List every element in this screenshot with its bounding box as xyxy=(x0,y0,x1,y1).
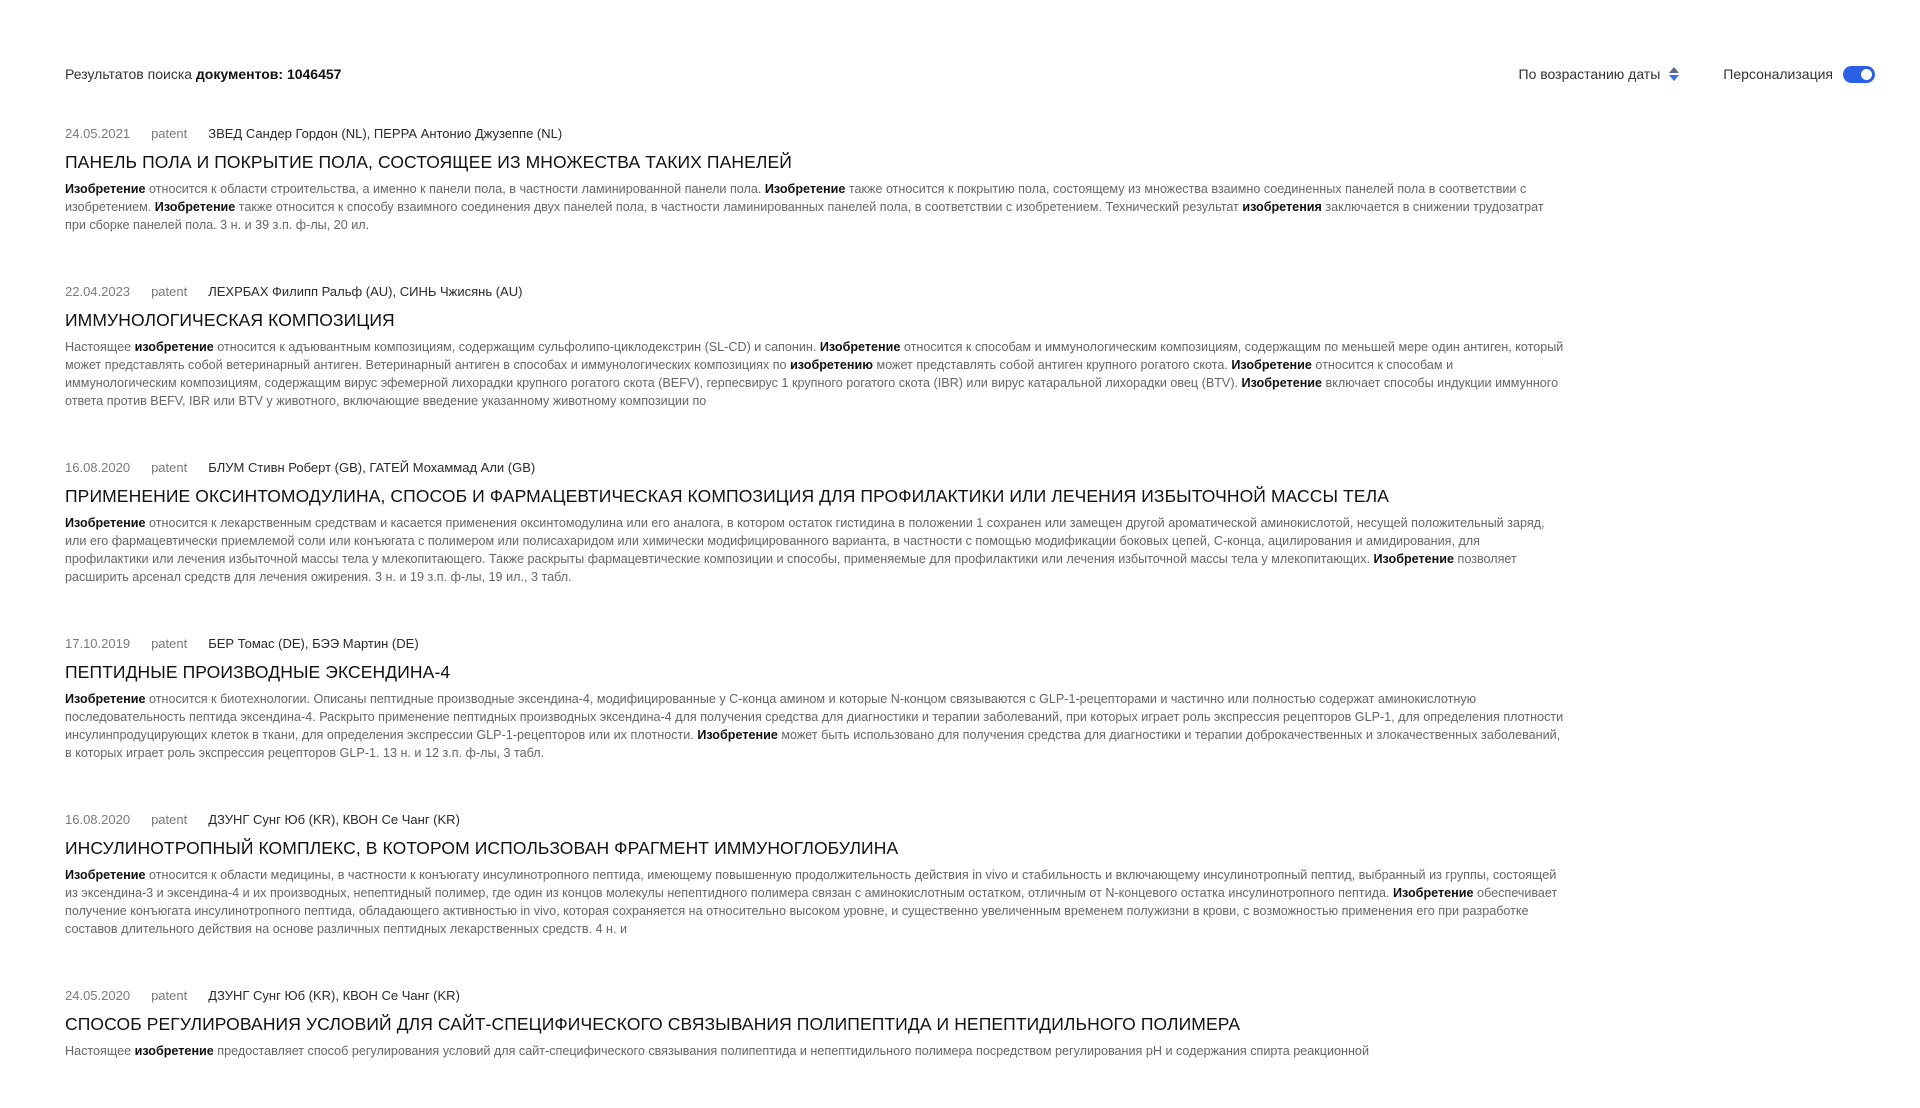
result-authors: ЛЕХРБАХ Филипп Ральф (AU), СИНЬ Чжисянь (AU) xyxy=(208,283,523,299)
result-meta xyxy=(65,810,1565,828)
highlight-term: Изобретение xyxy=(819,340,901,354)
highlight-term: изобретению xyxy=(790,358,874,372)
result-meta xyxy=(65,634,1565,652)
abstract-text: относится к области медицины, в частности к конъюгату инсулинотропного пептида, имеющему повышенную продолжительность действия in vivo и стабильность и включающему инсулинотропный пептид, выбранный из группы, состоящей из эксендина-3 и эксендина-4 и их производных, непептидный полимер, где один из концов молекулы непептидного полимера связан с аминокислотным остатком, отличным от N-концевого остатка инсулинотропного пептида. xyxy=(65,868,1557,900)
highlight-term: Изобретение xyxy=(154,200,236,214)
result-item xyxy=(65,458,1565,586)
highlight-term: Изобретение xyxy=(764,182,846,196)
result-date: 24.05.2020 xyxy=(65,987,131,1003)
highlight-term: изобретения xyxy=(1242,200,1322,214)
abstract-text: включает способы индукции иммунного ответа против BEFV, IBR или BTV у животного, включающие введение указанному животному композиции по xyxy=(65,376,1559,408)
result-type: patent xyxy=(151,459,188,475)
result-authors: БЛУМ Стивн Роберт (GB), ГАТЕЙ Мохаммад Али (GB) xyxy=(208,459,536,475)
sort-label: По возрастанию даты xyxy=(1518,66,1661,82)
result-abstract xyxy=(65,866,1565,938)
result-title-link[interactable]: ИНСУЛИНОТРОПНЫЙ КОМПЛЕКС, В КОТОРОМ ИСПОЛЬЗОВАН ФРАГМЕНТ ИММУНОГЛОБУЛИНА xyxy=(65,838,899,858)
abstract-text: предоставляет способ регулирования условий для сайт-специфического связывания полипептида и непептидильного полимера посредством регулирования pH и содержания спирта реакционной xyxy=(213,1044,1369,1058)
results-count-value: документов: 1046457 xyxy=(195,66,342,82)
result-authors: ДЗУНГ Сунг Юб (KR), КВОН Се Чанг (KR) xyxy=(208,811,460,827)
abstract-text: также относится к способу взаимного соединения двух панелей пола, в частности ламинированных панелей пола, в соответствии с изобретением. Технический результат xyxy=(235,200,1243,214)
abstract-text: относится к способам и иммунологическим композициям, содержащим по меньшей мере один антиген, который может представлять собой ветеринарный антиген. Ветеринарный антиген в способах и иммунологических композициях по xyxy=(65,340,1564,372)
personalization-label: Персонализация xyxy=(1723,66,1833,82)
highlight-term: Изобретение xyxy=(65,692,146,706)
abstract-text: относится к области строительства, а именно к панели пола, в частности ламинированной панели пола. xyxy=(145,182,765,196)
result-item xyxy=(65,986,1565,1060)
abstract-text: Настоящее xyxy=(65,340,135,354)
result-meta xyxy=(65,124,1565,142)
result-item xyxy=(65,810,1565,938)
highlight-term: Изобретение xyxy=(697,728,778,742)
abstract-text: позволяет расширить арсенал средств для лечения ожирения. 3 н. и 19 з.п. ф-лы, 19 ил., 3 табл. xyxy=(65,552,1517,584)
highlight-term: Изобретение xyxy=(1392,886,1474,900)
abstract-text: относится к биотехнологии. Описаны пептидные производные эксендина-4, модифицированные у С-конца амином и которые N-концом связываются с GLP-1-рецепторами и частично или полностью содержат аминокислотную последовательность пептида эксендина-4. Раскрыто применение пептидных производных эксендина-4 для получения средства для диагностики и терапии заболеваний, при которых играет роль экспрессия рецепторов GLP-1, для определения плотности инсулинпродуцирующих клеток в ткани, для определения экспрессии GLP-1-рецепторов или их плотности. xyxy=(65,692,1564,742)
result-date: 17.10.2019 xyxy=(65,635,131,651)
result-item xyxy=(65,124,1565,234)
personalization-toggle[interactable] xyxy=(1843,66,1875,83)
result-type: patent xyxy=(151,283,188,299)
abstract-text: относится к лекарственным средствам и касается применения оксинтомодулина или его аналога, в котором остаток гистидина в положении 1 сохранен или замещен другой ароматической аминокислотой, несущей положительный заряд, или его фармацевтически приемлемой соли или конъюгата с полимером или полисахаридом или химически модифицированного варианта, в частности с помощью модификации боковых цепей, C-конца, ацилирования и амидирования, для профилактики или лечения избыточной массы тела у млекопитающего. Также раскрыты фармацевтические композиции и способы, применяемые для профилактики или лечения избыточной массы тела у млекопитающих. xyxy=(65,516,1545,566)
results-count xyxy=(65,66,341,82)
result-type: patent xyxy=(151,811,188,827)
highlight-term: изобретение xyxy=(134,340,214,354)
sort-dropdown[interactable] xyxy=(1519,66,1680,82)
result-abstract xyxy=(65,180,1565,234)
result-title-link[interactable]: ПРИМЕНЕНИЕ ОКСИНТОМОДУЛИНА, СПОСОБ И ФАРМАЦЕВТИЧЕСКАЯ КОМПОЗИЦИЯ ДЛЯ ПРОФИЛАКТИКИ ИЛИ ЛЕЧЕНИЯ ИЗБЫТОЧНОЙ МАССЫ ТЕЛА xyxy=(65,486,1389,506)
result-authors: ЗВЕД Сандер Гордон (NL), ПЕРРА Антонио Джузеппе (NL) xyxy=(208,125,563,141)
result-type: patent xyxy=(151,125,188,141)
abstract-text: относится к адъювантным композициям, содержащим сульфолипо-циклодекстрин (SL-CD) и сапонин. xyxy=(213,340,820,354)
result-title-link[interactable]: ПАНЕЛЬ ПОЛА И ПОКРЫТИЕ ПОЛА, СОСТОЯЩЕЕ ИЗ МНОЖЕСТВА ТАКИХ ПАНЕЛЕЙ xyxy=(65,152,792,172)
highlight-term: Изобретение xyxy=(1241,376,1323,390)
results-count-prefix: Результатов поиска xyxy=(65,66,196,82)
highlight-term: Изобретение xyxy=(65,868,146,882)
result-meta xyxy=(65,986,1565,1004)
abstract-text: обеспечивает получение конъюгата инсулинотропного пептида, обладающего активностью in vivo, которая сохраняется на относительно высоком уровне, и существенно увеличенным временем полужизни в крови, с возможностью применения его при разработке составов длительного действия на основе различных пептидных лекарственных средств. 4 н. и xyxy=(65,886,1558,936)
result-date: 16.08.2020 xyxy=(65,459,131,475)
highlight-term: Изобретение xyxy=(1231,358,1312,372)
sort-arrows-icon xyxy=(1669,66,1679,82)
result-title-link[interactable]: ИММУНОЛОГИЧЕСКАЯ КОМПОЗИЦИЯ xyxy=(65,310,395,330)
abstract-text: также относится к покрытию пола, состоящему из множества взаимно соединенных панелей пола в соответствии с изобретением. xyxy=(65,182,1527,214)
result-authors: ДЗУНГ Сунг Юб (KR), КВОН Се Чанг (KR) xyxy=(208,987,460,1003)
personalization-control xyxy=(1723,66,1875,83)
results-controls xyxy=(1519,66,1875,83)
result-date: 16.08.2020 xyxy=(65,811,131,827)
results-list xyxy=(65,124,1565,1108)
abstract-text: относится к способам и иммунологическим композициям, содержащим вирус эфемерной лихорадки крупного рогатого скота (BEFV), герпесвирус 1 крупного рогатого скота (IBR) или вирус катаральной лихорадки овец (BTV). xyxy=(65,358,1454,390)
result-abstract xyxy=(65,1042,1565,1060)
result-date: 24.05.2021 xyxy=(65,125,131,141)
abstract-text: может быть использовано для получения средства для диагностики и терапии доброкачественных и злокачественных заболеваний, в которых играет роль экспрессия рецепторов GLP-1. 13 н. и 12 з.п. ф-лы, 3 табл. xyxy=(65,728,1561,760)
highlight-term: Изобретение xyxy=(1373,552,1455,566)
result-type: patent xyxy=(151,635,188,651)
result-authors: БЕР Томас (DE), БЭЭ Мартин (DE) xyxy=(208,635,419,651)
highlight-term: Изобретение xyxy=(65,516,146,530)
highlight-term: Изобретение xyxy=(65,182,146,196)
results-toolbar xyxy=(65,62,1875,86)
result-abstract xyxy=(65,690,1565,762)
result-item xyxy=(65,282,1565,410)
result-meta xyxy=(65,458,1565,476)
highlight-term: изобретение xyxy=(134,1044,214,1058)
abstract-text: может представлять собой антиген крупного рогатого скота. xyxy=(873,358,1232,372)
result-abstract xyxy=(65,514,1565,586)
result-date: 22.04.2023 xyxy=(65,283,131,299)
toggle-knob xyxy=(1861,69,1872,80)
abstract-text: заключается в снижении трудозатрат при сборке панелей пола. 3 н. и 39 з.п. ф-лы, 20 ил. xyxy=(65,200,1544,232)
result-type: patent xyxy=(151,987,188,1003)
result-abstract xyxy=(65,338,1565,410)
result-meta xyxy=(65,282,1565,300)
result-title-link[interactable]: СПОСОБ РЕГУЛИРОВАНИЯ УСЛОВИЙ ДЛЯ САЙТ-СПЕЦИФИЧЕСКОГО СВЯЗЫВАНИЯ ПОЛИПЕПТИДА И НЕПЕПТИДИЛЬНОГО ПОЛИМЕРА xyxy=(65,1014,1241,1034)
result-item xyxy=(65,634,1565,762)
result-title-link[interactable]: ПЕПТИДНЫЕ ПРОИЗВОДНЫЕ ЭКСЕНДИНА-4 xyxy=(65,662,451,682)
abstract-text: Настоящее xyxy=(65,1044,135,1058)
